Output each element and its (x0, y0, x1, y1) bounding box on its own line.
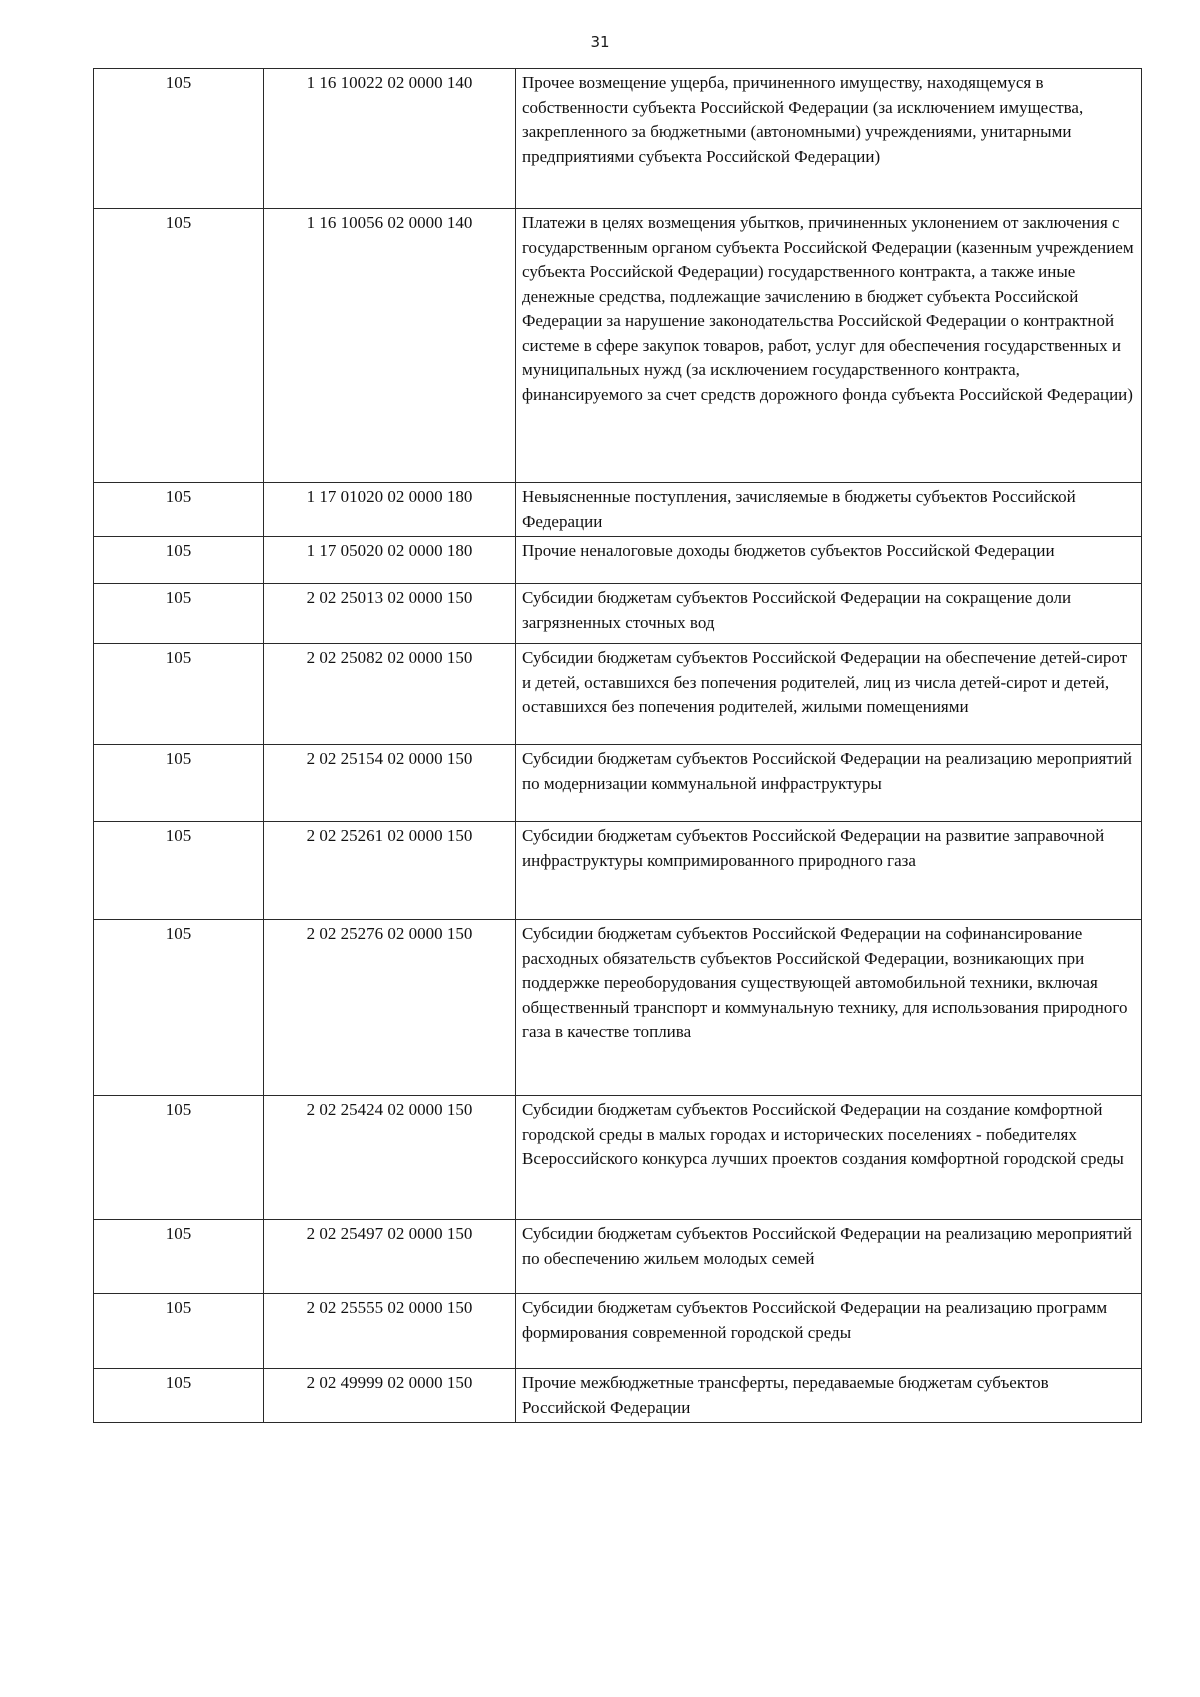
admin-code-cell: 105 (94, 209, 264, 483)
revenue-description-cell: Субсидии бюджетам субъектов Российской Федерации на реализацию мероприятий по модернизации коммунальной инфраструктуры (516, 745, 1142, 822)
revenue-description-cell: Субсидии бюджетам субъектов Российской Федерации на реализацию мероприятий по обеспечению жильем молодых семей (516, 1220, 1142, 1294)
admin-code-cell: 105 (94, 822, 264, 920)
budget-classification-code-cell: 2 02 25497 02 0000 150 (264, 1220, 516, 1294)
revenue-description-cell: Прочее возмещение ущерба, причиненного имуществу, находящемуся в собственности субъекта Российской Федерации (за исключением имущества, закрепленного за бюджетными (автономными) учреждениями, унитарными предприятиями субъекта Российской Федерации) (516, 69, 1142, 209)
admin-code-cell: 105 (94, 1220, 264, 1294)
revenue-description-cell: Прочие межбюджетные трансферты, передаваемые бюджетам субъектов Российской Федерации (516, 1369, 1142, 1423)
table-row (94, 483, 1142, 537)
budget-classification-code-cell: 2 02 25276 02 0000 150 (264, 920, 516, 1096)
table-row (94, 745, 1142, 822)
admin-code-cell: 105 (94, 1096, 264, 1220)
revenue-description-cell: Субсидии бюджетам субъектов Российской Федерации на обеспечение детей-сирот и детей, оставшихся без попечения родителей, лиц из числа детей-сирот и детей, оставшихся без попечения родителей, жилыми помещениями (516, 644, 1142, 745)
budget-classification-code-cell: 1 16 10022 02 0000 140 (264, 69, 516, 209)
table-row (94, 69, 1142, 209)
table-row (94, 1369, 1142, 1423)
admin-code-cell: 105 (94, 537, 264, 584)
revenue-description-cell: Прочие неналоговые доходы бюджетов субъектов Российской Федерации (516, 537, 1142, 584)
budget-classification-code-cell: 2 02 25555 02 0000 150 (264, 1294, 516, 1369)
revenue-description-cell: Субсидии бюджетам субъектов Российской Федерации на реализацию программ формирования современной городской среды (516, 1294, 1142, 1369)
admin-code-cell: 105 (94, 1294, 264, 1369)
revenue-description-cell: Субсидии бюджетам субъектов Российской Федерации на сокращение доли загрязненных сточных вод (516, 584, 1142, 644)
admin-code-cell: 105 (94, 920, 264, 1096)
admin-code-cell: 105 (94, 584, 264, 644)
revenue-classification-table (93, 68, 1142, 1423)
budget-classification-code-cell: 2 02 25154 02 0000 150 (264, 745, 516, 822)
table-row (94, 822, 1142, 920)
admin-code-cell: 105 (94, 1369, 264, 1423)
budget-classification-code-cell: 1 17 05020 02 0000 180 (264, 537, 516, 584)
revenue-description-cell: Субсидии бюджетам субъектов Российской Федерации на софинансирование расходных обязательств субъектов Российской Федерации, возникающих при поддержке переоборудования существующей автомобильной техники, включая общественный транспорт и коммунальную технику, для использования природного газа в качестве топлива (516, 920, 1142, 1096)
admin-code-cell: 105 (94, 745, 264, 822)
table-row (94, 644, 1142, 745)
admin-code-cell: 105 (94, 483, 264, 537)
budget-classification-code-cell: 1 16 10056 02 0000 140 (264, 209, 516, 483)
table-row (94, 584, 1142, 644)
admin-code-cell: 105 (94, 69, 264, 209)
revenue-description-cell: Субсидии бюджетам субъектов Российской Федерации на развитие заправочной инфраструктуры компримированного природного газа (516, 822, 1142, 920)
page-number: 31 (590, 33, 610, 51)
budget-classification-code-cell: 2 02 25424 02 0000 150 (264, 1096, 516, 1220)
budget-classification-code-cell: 2 02 49999 02 0000 150 (264, 1369, 516, 1423)
revenue-description-cell: Субсидии бюджетам субъектов Российской Федерации на создание комфортной городской среды в малых городах и исторических поселениях - победителях Всероссийского конкурса лучших проектов создания комфортной городской среды (516, 1096, 1142, 1220)
budget-classification-code-cell: 1 17 01020 02 0000 180 (264, 483, 516, 537)
table-row (94, 1294, 1142, 1369)
budget-classification-code-cell: 2 02 25013 02 0000 150 (264, 584, 516, 644)
table-row (94, 1096, 1142, 1220)
budget-classification-code-cell: 2 02 25261 02 0000 150 (264, 822, 516, 920)
table-row (94, 1220, 1142, 1294)
table-row (94, 920, 1142, 1096)
revenue-description-cell: Платежи в целях возмещения убытков, причиненных уклонением от заключения с государственным органом субъекта Российской Федерации (казенным учреждением субъекта Российской Федерации) государственного контракта, а также иные денежные средства, подлежащие зачислению в бюджет субъекта Российской Федерации за нарушение законодательства Российской Федерации о контрактной системе в сфере закупок товаров, работ, услуг для обеспечения государственных и муниципальных нужд (за исключением государственного контракта, финансируемого за счет средств дорожного фонда субъекта Российской Федерации) (516, 209, 1142, 483)
revenue-description-cell: Невыясненные поступления, зачисляемые в бюджеты субъектов Российской Федерации (516, 483, 1142, 537)
table-row (94, 537, 1142, 584)
budget-classification-code-cell: 2 02 25082 02 0000 150 (264, 644, 516, 745)
admin-code-cell: 105 (94, 644, 264, 745)
table-row (94, 209, 1142, 483)
